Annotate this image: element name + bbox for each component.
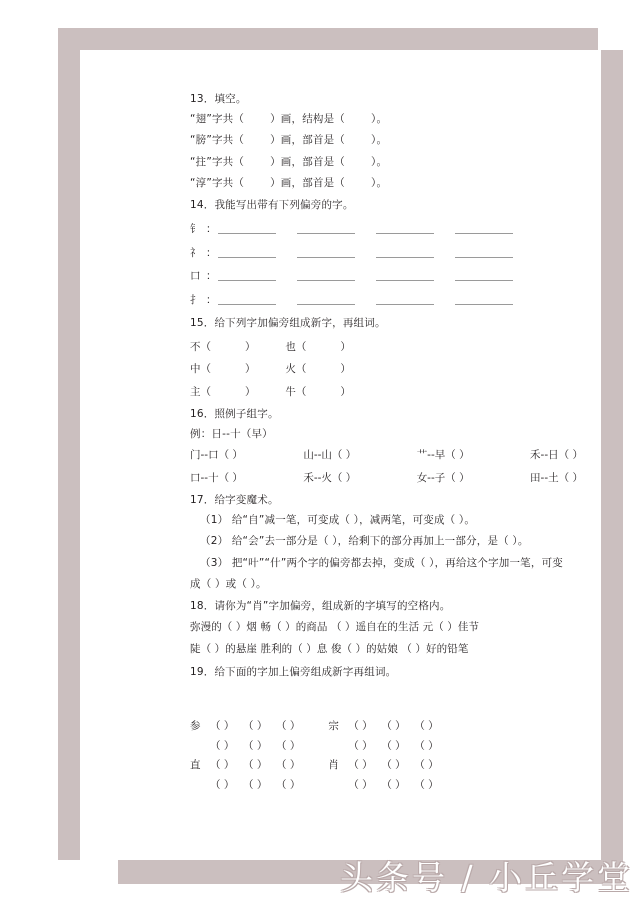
paren-close: ） bbox=[245, 363, 256, 375]
radical-row bbox=[190, 248, 640, 259]
answer-paren[interactable]: （ ） bbox=[276, 739, 301, 752]
paren-close: ） bbox=[340, 340, 351, 353]
worksheet-page bbox=[80, 50, 601, 860]
char-slot bbox=[285, 342, 377, 353]
line-end: ）。 bbox=[371, 177, 388, 189]
char-prompt: 主（ bbox=[190, 385, 211, 398]
radical-colon: ： bbox=[206, 223, 217, 235]
grid-head-char: 宗 bbox=[328, 720, 339, 732]
target-char: 拄 bbox=[195, 155, 207, 168]
quote-open: “ bbox=[190, 112, 196, 125]
answer-blank-line[interactable] bbox=[297, 271, 355, 281]
equation-row bbox=[190, 473, 640, 484]
question-16-example: 例：日--十（早） bbox=[190, 427, 273, 440]
target-char: 翅 bbox=[195, 112, 207, 125]
answer-blank-line[interactable] bbox=[297, 224, 355, 234]
question-13-title: 13．填空。 bbox=[190, 93, 247, 105]
line-mid: ）画，部首是（ bbox=[270, 155, 345, 168]
answer-blank-line[interactable] bbox=[297, 248, 355, 258]
radical-row bbox=[190, 295, 640, 306]
page-frame-top-bar bbox=[58, 28, 598, 50]
char-pair-row bbox=[190, 387, 640, 398]
answer-blank-line[interactable] bbox=[455, 224, 513, 234]
line-end: ）。 bbox=[371, 155, 388, 168]
grid-head-char: 参 bbox=[190, 720, 201, 732]
quote-open: “ bbox=[190, 177, 196, 189]
worksheet-content bbox=[190, 94, 640, 799]
grid-head-char: 直 bbox=[190, 759, 201, 771]
equation-cell[interactable]: 禾--火（ ） bbox=[303, 471, 357, 484]
radical-char: 扌 bbox=[190, 293, 201, 306]
char-prompt: 牛（ bbox=[285, 385, 307, 398]
radical-row bbox=[190, 271, 640, 282]
grid-row bbox=[190, 780, 640, 791]
radical-row bbox=[190, 224, 640, 235]
equation-cell[interactable]: 田--土（ ） bbox=[530, 471, 583, 484]
quote-open: “ bbox=[190, 155, 196, 168]
question-18-title: 18．请你为“肖”字加偏旁，组成新的字填写的空格内。 bbox=[190, 599, 451, 612]
answer-paren[interactable]: （ ） bbox=[414, 720, 439, 732]
equation-cell[interactable]: 口--十（ ） bbox=[190, 471, 243, 484]
question-17-title: 17．给字变魔术。 bbox=[190, 494, 279, 506]
char-slot bbox=[190, 342, 282, 353]
answer-paren[interactable]: （ ） bbox=[243, 778, 268, 791]
line-mid: ）画，部首是（ bbox=[270, 134, 345, 146]
answer-paren[interactable]: （ ） bbox=[348, 720, 373, 732]
answer-paren[interactable]: （ ） bbox=[414, 778, 439, 791]
answer-paren[interactable]: （ ） bbox=[243, 739, 268, 752]
question-17-item-3[interactable]: （3） 把“叶”“什”两个字的偏旁都去掉，变成（ ），再给这个字加一笔，可变 bbox=[200, 556, 563, 569]
grid-row bbox=[190, 721, 640, 732]
target-char: 淳 bbox=[195, 177, 207, 189]
grid-group-right bbox=[328, 780, 463, 791]
answer-paren[interactable]: （ ） bbox=[348, 759, 373, 771]
grid-group-right bbox=[328, 721, 463, 732]
radical-char: 钅 bbox=[190, 223, 201, 235]
radical-char: 口 bbox=[190, 270, 201, 282]
char-prompt: 不（ bbox=[190, 340, 211, 353]
answer-paren[interactable]: （ ） bbox=[276, 720, 301, 732]
question-16 bbox=[190, 409, 640, 483]
paren-close: ） bbox=[245, 385, 256, 398]
char-pair-row bbox=[190, 342, 640, 353]
answer-paren[interactable]: （ ） bbox=[348, 778, 373, 791]
answer-paren[interactable]: （ ） bbox=[243, 759, 268, 771]
grid-group-left bbox=[190, 721, 325, 732]
target-char: 膀 bbox=[195, 134, 207, 146]
char-pair-row bbox=[190, 364, 640, 375]
radical-colon: ： bbox=[206, 293, 217, 306]
paren-close: ） bbox=[340, 385, 351, 398]
grid-head-char: 肖 bbox=[328, 759, 339, 771]
question-18 bbox=[190, 601, 640, 655]
answer-blank-line[interactable] bbox=[376, 224, 434, 234]
equation-cell[interactable]: 女--子（ ） bbox=[416, 471, 470, 484]
char-slot bbox=[285, 364, 377, 375]
answer-paren[interactable]: （ ） bbox=[210, 759, 235, 771]
line-pre: ”字共（ bbox=[206, 134, 245, 146]
answer-blank-line[interactable] bbox=[455, 248, 513, 258]
answer-blank-line[interactable] bbox=[218, 248, 276, 258]
question-17 bbox=[190, 495, 640, 590]
answer-blank-line[interactable] bbox=[455, 271, 513, 281]
line-end: ）。 bbox=[371, 112, 388, 125]
char-prompt: 火（ bbox=[285, 363, 307, 375]
radical-char: 礻 bbox=[190, 246, 201, 259]
question-17-item-2[interactable]: （2） 给“会”去一部分是（ ），给剩下的部分再加上一部分，是（ ）。 bbox=[200, 535, 529, 547]
question-13-line-2 bbox=[190, 135, 640, 146]
answer-paren[interactable]: （ ） bbox=[348, 739, 373, 752]
grid-group-right bbox=[328, 760, 463, 771]
radical-colon: ： bbox=[206, 270, 217, 282]
answer-paren[interactable]: （ ） bbox=[381, 720, 406, 732]
question-18-row-1[interactable]: 弥漫的（ ）烟 畅（ ）的商品 （ ）遥自在的生活 元（ ）佳节 bbox=[190, 620, 480, 633]
question-19-title: 19．给下面的字加上偏旁组成新字再组词。 bbox=[190, 665, 397, 678]
equation-row bbox=[190, 450, 640, 461]
grid-group-left bbox=[190, 780, 325, 791]
question-14-title: 14．我能写出带有下列偏旁的字。 bbox=[190, 198, 354, 211]
char-slot bbox=[285, 387, 377, 398]
question-18-row-2[interactable]: 陡（ ）的悬崖 胜利的（ ）息 俊（ ）的姑娘 （ ）好的铅笔 bbox=[190, 643, 469, 655]
char-slot bbox=[190, 364, 282, 375]
grid-row bbox=[190, 741, 640, 752]
question-16-title: 16．照例子组字。 bbox=[190, 408, 279, 420]
question-17-item-3-cont[interactable]: 成（ ）或（ ）。 bbox=[190, 578, 267, 590]
paren-close: ） bbox=[245, 340, 256, 353]
line-mid: ）画，部首是（ bbox=[270, 177, 345, 189]
grid-group-left bbox=[190, 760, 325, 771]
answer-paren[interactable]: （ ） bbox=[243, 720, 268, 732]
question-13-line-4 bbox=[190, 178, 640, 189]
line-mid: ）画，结构是（ bbox=[270, 112, 345, 125]
equation-cell[interactable]: 艹--早（ ） bbox=[416, 449, 470, 461]
grid-row bbox=[190, 760, 640, 771]
answer-paren[interactable]: （ ） bbox=[414, 739, 439, 752]
watermark-text: 头条号 / 小丘学堂 bbox=[340, 858, 634, 897]
answer-paren[interactable]: （ ） bbox=[210, 720, 235, 732]
char-slot bbox=[190, 387, 282, 398]
question-13-line-3 bbox=[190, 157, 640, 168]
page-frame-left-bar bbox=[58, 50, 80, 860]
answer-paren[interactable]: （ ） bbox=[276, 778, 301, 791]
answer-paren[interactable]: （ ） bbox=[210, 739, 235, 752]
char-prompt: 中（ bbox=[190, 363, 211, 375]
line-end: ）。 bbox=[371, 134, 388, 146]
question-15 bbox=[190, 318, 640, 397]
answer-blank-line[interactable] bbox=[376, 271, 434, 281]
char-prompt: 也（ bbox=[285, 340, 307, 353]
answer-blank-line[interactable] bbox=[455, 295, 513, 305]
answer-paren[interactable]: （ ） bbox=[210, 778, 235, 791]
line-pre: ”字共（ bbox=[206, 177, 245, 189]
grid-group-left bbox=[190, 741, 325, 752]
answer-paren[interactable]: （ ） bbox=[381, 739, 406, 752]
question-19 bbox=[190, 667, 640, 791]
answer-blank-line[interactable] bbox=[218, 295, 276, 305]
equation-cell[interactable]: 山--山（ ） bbox=[303, 449, 357, 461]
answer-paren[interactable]: （ ） bbox=[276, 759, 301, 771]
grid-group-right bbox=[328, 741, 463, 752]
answer-paren[interactable]: （ ） bbox=[414, 759, 439, 771]
question-17-item-1[interactable]: （1） 给“自”减一笔，可变成（ ），减两笔，可变成（ ）。 bbox=[200, 513, 476, 526]
question-13-line-1 bbox=[190, 114, 640, 125]
equation-cell[interactable]: 门--口（ ） bbox=[190, 449, 243, 461]
question-15-title: 15．给下列字加偏旁组成新字，再组词。 bbox=[190, 317, 386, 329]
line-pre: ”字共（ bbox=[206, 112, 245, 125]
answer-blank-line[interactable] bbox=[376, 295, 434, 305]
answer-blank-line[interactable] bbox=[297, 295, 355, 305]
answer-blank-line[interactable] bbox=[218, 271, 276, 281]
question-19-grid bbox=[190, 721, 640, 790]
question-13 bbox=[190, 94, 640, 189]
quote-open: “ bbox=[190, 134, 196, 146]
answer-blank-line[interactable] bbox=[376, 248, 434, 258]
radical-colon: ： bbox=[206, 246, 217, 259]
line-pre: ”字共（ bbox=[206, 155, 245, 168]
answer-paren[interactable]: （ ） bbox=[381, 778, 406, 791]
question-14 bbox=[190, 200, 640, 306]
answer-paren[interactable]: （ ） bbox=[381, 759, 406, 771]
equation-cell[interactable]: 禾--日（ ） bbox=[530, 449, 583, 461]
answer-blank-line[interactable] bbox=[218, 224, 276, 234]
paren-close: ） bbox=[340, 363, 351, 375]
